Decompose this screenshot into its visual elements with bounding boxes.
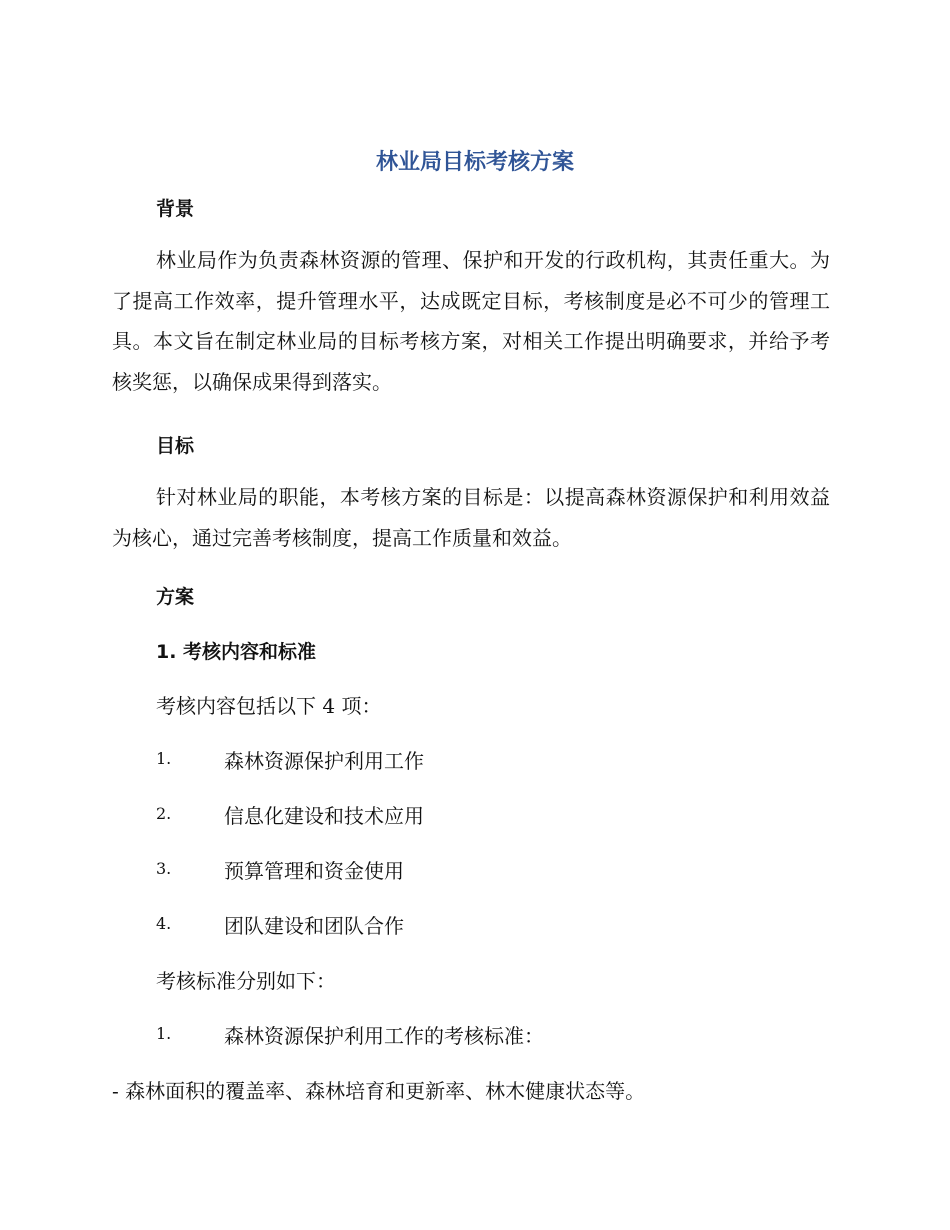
content-item-number: 4.	[156, 914, 172, 933]
background-heading: 背景	[156, 198, 195, 220]
section1-heading: 1. 考核内容和标准	[156, 641, 317, 663]
goal-heading: 目标	[156, 435, 195, 457]
plan-heading: 方案	[156, 586, 195, 608]
background-paragraph: 林业局作为负责森林资源的管理、保护和开发的行政机构，其责任重大。为了提高工作效率，提升管理水平，达成既定目标，考核制度是必不可少的管理工具。本文旨在制定林业局的目标考核方案，对相关工作提出明确要求，并给予考核奖惩，以确保成果得到落实。	[112, 248, 830, 394]
content-item-number: 2.	[156, 804, 172, 823]
content-item-text: 森林资源保护利用工作	[224, 749, 424, 773]
standard-intro: 考核标准分别如下：	[156, 969, 336, 993]
standard-detail: - 森林面积的覆盖率、森林培育和更新率、林木健康状态等。	[112, 1079, 646, 1103]
content-intro: 考核内容包括以下 4 项：	[156, 694, 382, 718]
standard-item-text: 森林资源保护利用工作的考核标准：	[224, 1024, 544, 1048]
goal-paragraph: 针对林业局的职能，本考核方案的目标是：以提高森林资源保护和利用效益为核心，通过完善考核制度，提高工作质量和效益。	[112, 485, 830, 550]
content-item-text: 信息化建设和技术应用	[224, 804, 424, 828]
content-item-text: 预算管理和资金使用	[224, 859, 404, 883]
content-item-text: 团队建设和团队合作	[224, 914, 404, 938]
standard-item-number: 1.	[156, 1024, 172, 1043]
content-item-number: 1.	[156, 749, 172, 768]
document-title: 林业局目标考核方案	[375, 150, 574, 175]
content-item-number: 3.	[156, 859, 172, 878]
